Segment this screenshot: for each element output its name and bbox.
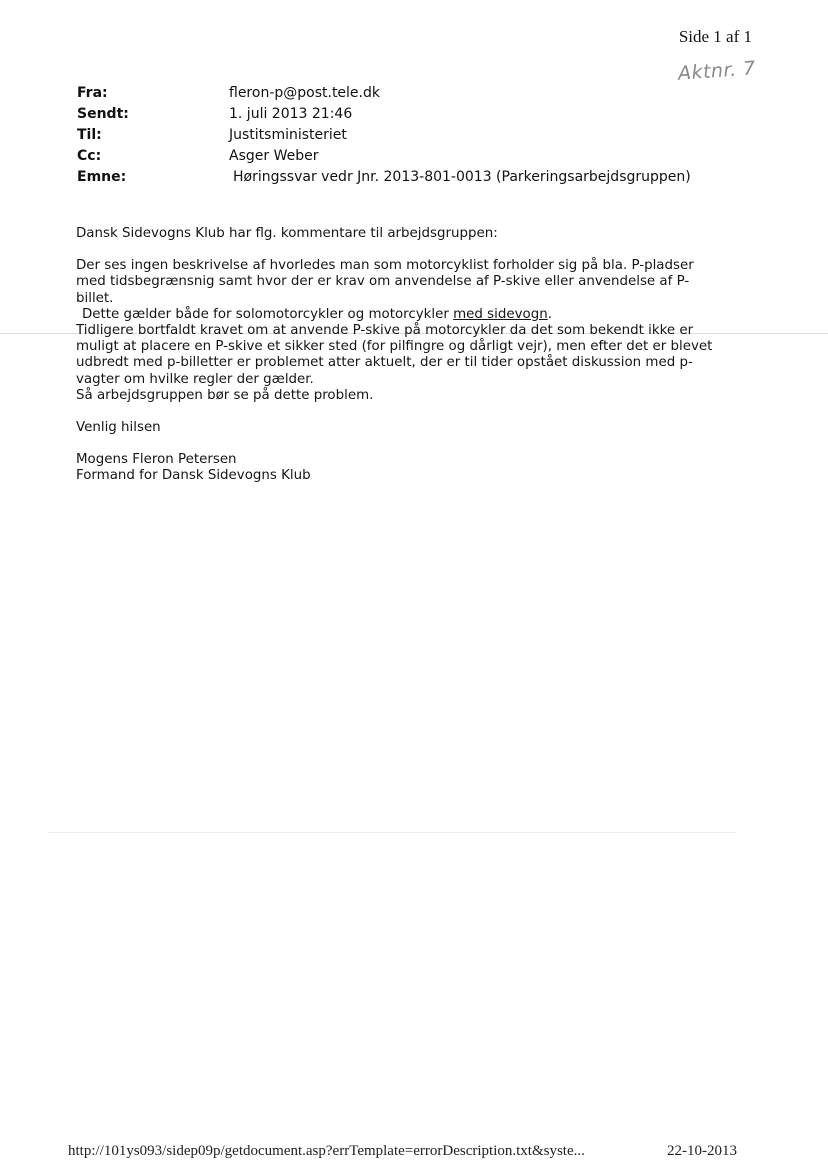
scan-artifact-line bbox=[48, 832, 736, 833]
body-line: muligt at placere en P-skive et sikker sted (for pilfingre og dårligt vejr), men efter det er blevet bbox=[76, 339, 713, 355]
signature-name: Mogens Fleron Petersen bbox=[76, 452, 237, 468]
body-line-sidecar-note bbox=[76, 307, 756, 323]
body-line: udbredt med p-billetter er problemet atter aktuelt, der er til tider opstået diskussion med p- bbox=[76, 355, 693, 371]
sent-date: 1. juli 2013 21:46 bbox=[229, 106, 353, 122]
body-line: vagter om hvilke regler der gælder. bbox=[76, 371, 314, 387]
body-line: med tidsbegrænsnig samt hvor der er krav om anvendelse af P-skive eller anvendelse af P- bbox=[76, 274, 690, 290]
body-line: Så arbejdsgruppen bør se på dette problem. bbox=[76, 387, 374, 403]
header-row-cc bbox=[77, 148, 717, 169]
header-label: Emne: bbox=[77, 169, 127, 185]
handwritten-annotation: Aktnr. 7 bbox=[677, 57, 757, 85]
cc-recipient: Asger Weber bbox=[229, 148, 319, 164]
signature-title: Formand for Dansk Sidevogns Klub bbox=[76, 468, 311, 484]
header-row-subject bbox=[77, 169, 717, 190]
paragraph-gap bbox=[76, 436, 756, 452]
paragraph-gap bbox=[76, 242, 756, 258]
body-line: Der ses ingen beskrivelse af hvorledes man som motorcyklist forholder sig på bla. P-pladser bbox=[76, 258, 694, 274]
header-row-from bbox=[77, 85, 717, 106]
body-line: Tidligere bortfaldt kravet om at anvende P-skive på motorcykler da det som bekendt ikke er bbox=[76, 323, 694, 339]
email-body bbox=[76, 226, 756, 485]
closing-greeting: Venlig hilsen bbox=[76, 420, 161, 436]
sender-address: fleron-p@post.tele.dk bbox=[229, 85, 380, 101]
header-row-sent bbox=[77, 106, 717, 127]
header-row-to bbox=[77, 127, 717, 148]
paragraph-gap bbox=[76, 404, 756, 420]
body-text: . bbox=[547, 306, 552, 322]
header-label: Fra: bbox=[77, 85, 108, 101]
footer-date: 22-10-2013 bbox=[667, 1143, 737, 1159]
header-label: Sendt: bbox=[77, 106, 129, 122]
email-header bbox=[77, 85, 717, 190]
body-line: billet. bbox=[76, 290, 114, 306]
underlined-text: med sidevogn bbox=[453, 306, 548, 322]
intro-line: Dansk Sidevogns Klub har flg. kommentare til arbejdsgruppen: bbox=[76, 226, 498, 241]
header-label: Cc: bbox=[77, 148, 102, 164]
page-number-marker: Side 1 af 1 bbox=[678, 27, 752, 46]
footer-url: http://101ys093/sidep09p/getdocument.asp?errTemplate=errorDescription.txt&syste... bbox=[68, 1143, 585, 1159]
body-text: Dette gælder både for solomotorcykler og motorcykler bbox=[82, 306, 454, 322]
recipient: Justitsministeriet bbox=[229, 127, 347, 143]
header-label: Til: bbox=[77, 127, 102, 143]
subject-line: Høringssvar vedr Jnr. 2013-801-0013 (Parkeringsarbejdsgruppen) bbox=[233, 169, 691, 185]
